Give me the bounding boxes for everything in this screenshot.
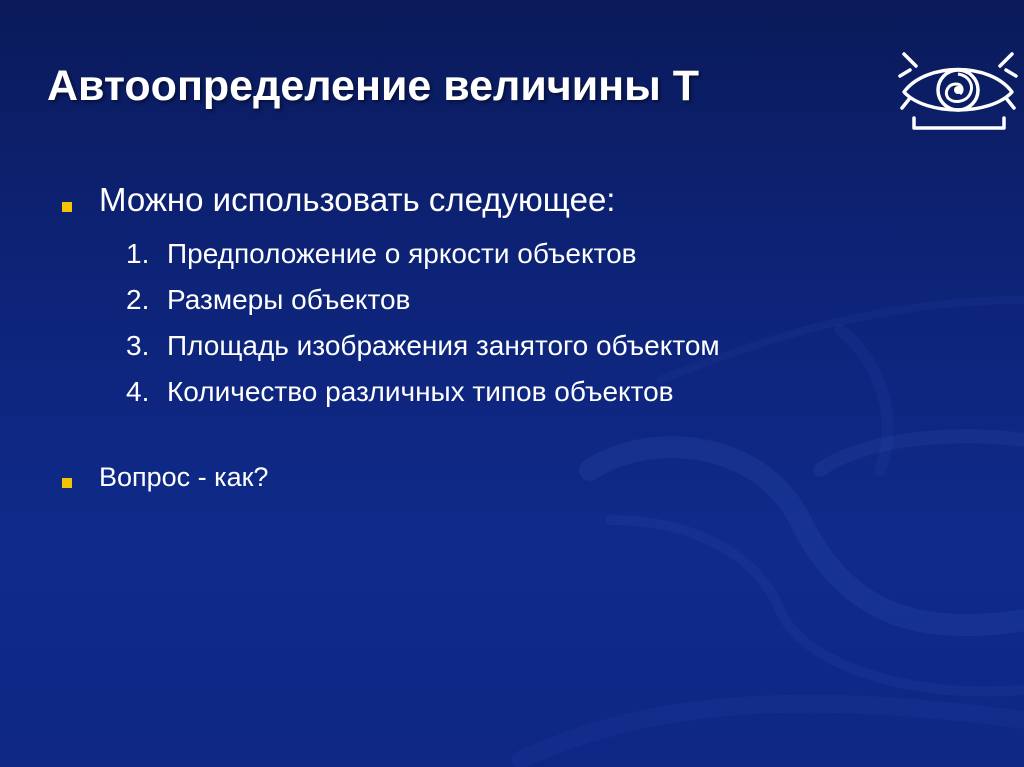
- item-number: 2.: [126, 284, 150, 315]
- item-text: Количество различных типов объектов: [167, 376, 674, 407]
- bullet-marker: [62, 478, 72, 488]
- list-item: [126, 372, 720, 418]
- list-item: [126, 234, 720, 280]
- list-item: [126, 280, 720, 326]
- list-item: [126, 326, 720, 372]
- item-text: Предположение о яркости объектов: [167, 238, 637, 269]
- bullet-marker: [62, 202, 72, 212]
- item-number: 4.: [126, 376, 150, 407]
- slide-title: Автоопределение величины Т: [47, 62, 700, 110]
- numbered-list: [126, 234, 720, 418]
- item-number: 1.: [126, 238, 150, 269]
- eye-icon: [896, 48, 1020, 134]
- bullet-text: Можно использовать следующее:: [99, 181, 616, 218]
- item-text: Площадь изображения занятого объектом: [167, 330, 720, 361]
- item-text: Размеры объектов: [167, 284, 411, 315]
- bullet-text: Вопрос - как?: [99, 462, 269, 492]
- item-number: 3.: [126, 330, 150, 361]
